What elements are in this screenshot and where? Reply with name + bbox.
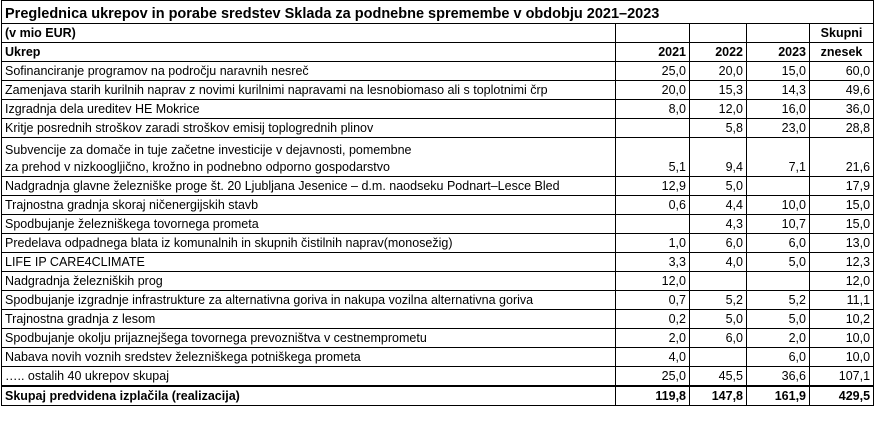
value-total: 12,3	[810, 253, 874, 272]
measure-label: Izgradnja dela ureditev HE Mokrice	[2, 100, 616, 119]
value-total: 15,0	[810, 196, 874, 215]
value-v2023: 23,0	[747, 119, 810, 138]
footer-v2023: 161,9	[747, 386, 810, 406]
table-row	[2, 138, 874, 177]
measure-label: Spodbujanje okolju prijaznejšega tovornega prevozništva v cestnemprometu	[2, 329, 616, 348]
value-v2022: 4,4	[690, 196, 747, 215]
table-row	[2, 215, 874, 234]
measure-label: Trajnostna gradnja z lesom	[2, 310, 616, 329]
value-v2022: 5,0	[690, 310, 747, 329]
value-v2022: 5,2	[690, 291, 747, 310]
table-row	[2, 81, 874, 100]
footer-v2021: 119,8	[616, 386, 690, 406]
measure-label: Predelava odpadnega blata iz komunalnih in skupnih čistilnih naprav(monosežig)	[2, 234, 616, 253]
value-v2023: 10,0	[747, 196, 810, 215]
value-v2021	[616, 119, 690, 138]
table-row	[2, 272, 874, 291]
measure-label-line1: Subvencije za domače in tuje začetne investicije v dejavnosti, pomembne	[5, 143, 412, 157]
value-total: 11,1	[810, 291, 874, 310]
value-v2022: 5,8	[690, 119, 747, 138]
table-row	[2, 291, 874, 310]
footer-v2022: 147,8	[690, 386, 747, 406]
measure-label: Kritje posrednih stroškov zaradi stroškov emisij toplogrednih plinov	[2, 119, 616, 138]
value-v2022: 4,0	[690, 253, 747, 272]
value-v2023: 15,0	[747, 62, 810, 81]
value-total: 12,0	[810, 272, 874, 291]
table-row	[2, 234, 874, 253]
total-header-line2: znesek	[810, 43, 874, 62]
value-v2023	[747, 177, 810, 196]
measure-label: Nabava novih voznih sredstev železniškega potniškega prometa	[2, 348, 616, 367]
value-v2021: 25,0	[616, 62, 690, 81]
value-v2023: 5,0	[747, 253, 810, 272]
value-v2021: 25,0	[616, 367, 690, 387]
value-v2021: 12,0	[616, 272, 690, 291]
value-v2021: 4,0	[616, 348, 690, 367]
value-total: 36,0	[810, 100, 874, 119]
value-total: 17,9	[810, 177, 874, 196]
measure-label-line2: za prehod v nizkoogljično, krožno in podnebno odporno gospodarstvo	[5, 160, 390, 174]
value-v2021: 0,2	[616, 310, 690, 329]
table-row	[2, 62, 874, 81]
value-v2023: 14,3	[747, 81, 810, 100]
value-v2021	[616, 215, 690, 234]
value-v2021: 2,0	[616, 329, 690, 348]
value-v2021: 3,3	[616, 253, 690, 272]
table-row	[2, 367, 874, 387]
value-v2022	[690, 348, 747, 367]
value-v2022: 20,0	[690, 62, 747, 81]
value-total: 10,0	[810, 329, 874, 348]
value-v2023: 16,0	[747, 100, 810, 119]
value-v2022: 12,0	[690, 100, 747, 119]
table-row	[2, 177, 874, 196]
value-v2022: 45,5	[690, 367, 747, 387]
total-header-line1: Skupni	[810, 24, 874, 43]
footer-total: 429,5	[810, 386, 874, 406]
value-v2023: 5,0	[747, 310, 810, 329]
value-total: 10,0	[810, 348, 874, 367]
value-total: 107,1	[810, 367, 874, 387]
value-v2022: 9,4	[690, 138, 747, 177]
value-v2021: 1,0	[616, 234, 690, 253]
measure-label: ….. ostalih 40 ukrepov skupaj	[2, 367, 616, 387]
table-row	[2, 196, 874, 215]
measure-header: Ukrep	[2, 43, 616, 62]
value-v2022: 6,0	[690, 329, 747, 348]
value-v2023: 6,0	[747, 348, 810, 367]
value-v2023: 2,0	[747, 329, 810, 348]
value-total: 21,6	[810, 138, 874, 177]
unit-label: (v mio EUR)	[2, 24, 616, 43]
table-row	[2, 329, 874, 348]
value-v2021: 20,0	[616, 81, 690, 100]
value-v2023: 10,7	[747, 215, 810, 234]
value-v2023: 6,0	[747, 234, 810, 253]
value-v2023: 36,6	[747, 367, 810, 387]
value-total: 28,8	[810, 119, 874, 138]
value-v2023	[747, 272, 810, 291]
measure-label: Trajnostna gradnja skoraj ničenergijskih stavb	[2, 196, 616, 215]
year-2023-header: 2023	[747, 43, 810, 62]
table-row	[2, 310, 874, 329]
funds-table	[1, 0, 874, 406]
measure-label: Spodbujanje železniškega tovornega prometa	[2, 215, 616, 234]
measure-label: Nadgradnja železniških prog	[2, 272, 616, 291]
value-v2023: 5,2	[747, 291, 810, 310]
total-row	[2, 386, 874, 406]
value-total: 60,0	[810, 62, 874, 81]
value-total: 13,0	[810, 234, 874, 253]
value-v2022: 6,0	[690, 234, 747, 253]
footer-label: Skupaj predvidena izplačila (realizacija)	[2, 386, 616, 406]
measure-label: Nadgradnja glavne železniške proge št. 20 Ljubljana Jesenice – d.m. naodseku Podnart–Lesce Bled	[2, 177, 616, 196]
measure-label: Sofinanciranje programov na področju naravnih nesreč	[2, 62, 616, 81]
value-v2021: 12,9	[616, 177, 690, 196]
value-v2021: 8,0	[616, 100, 690, 119]
table-title: Preglednica ukrepov in porabe sredstev Sklada za podnebne spremembe v obdobju 2021–2023	[2, 1, 874, 24]
table-row	[2, 253, 874, 272]
value-total: 10,2	[810, 310, 874, 329]
value-total: 15,0	[810, 215, 874, 234]
table-row	[2, 348, 874, 367]
value-v2022: 4,3	[690, 215, 747, 234]
measure-label: LIFE IP CARE4CLIMATE	[2, 253, 616, 272]
table-row	[2, 119, 874, 138]
year-2021-header: 2021	[616, 43, 690, 62]
value-v2022	[690, 272, 747, 291]
value-v2022: 15,3	[690, 81, 747, 100]
year-2022-header: 2022	[690, 43, 747, 62]
value-v2021: 0,6	[616, 196, 690, 215]
value-v2022: 5,0	[690, 177, 747, 196]
value-v2021: 0,7	[616, 291, 690, 310]
table-row	[2, 100, 874, 119]
measure-label: Spodbujanje izgradnje infrastrukture za alternativna goriva in nakupa vozilna alternativna goriva	[2, 291, 616, 310]
measure-label	[2, 138, 616, 177]
measure-label: Zamenjava starih kurilnih naprav z novimi kurilnimi napravami na lesnobiomaso ali s toplotnimi črp	[2, 81, 616, 100]
value-v2023: 7,1	[747, 138, 810, 177]
value-total: 49,6	[810, 81, 874, 100]
value-v2021: 5,1	[616, 138, 690, 177]
